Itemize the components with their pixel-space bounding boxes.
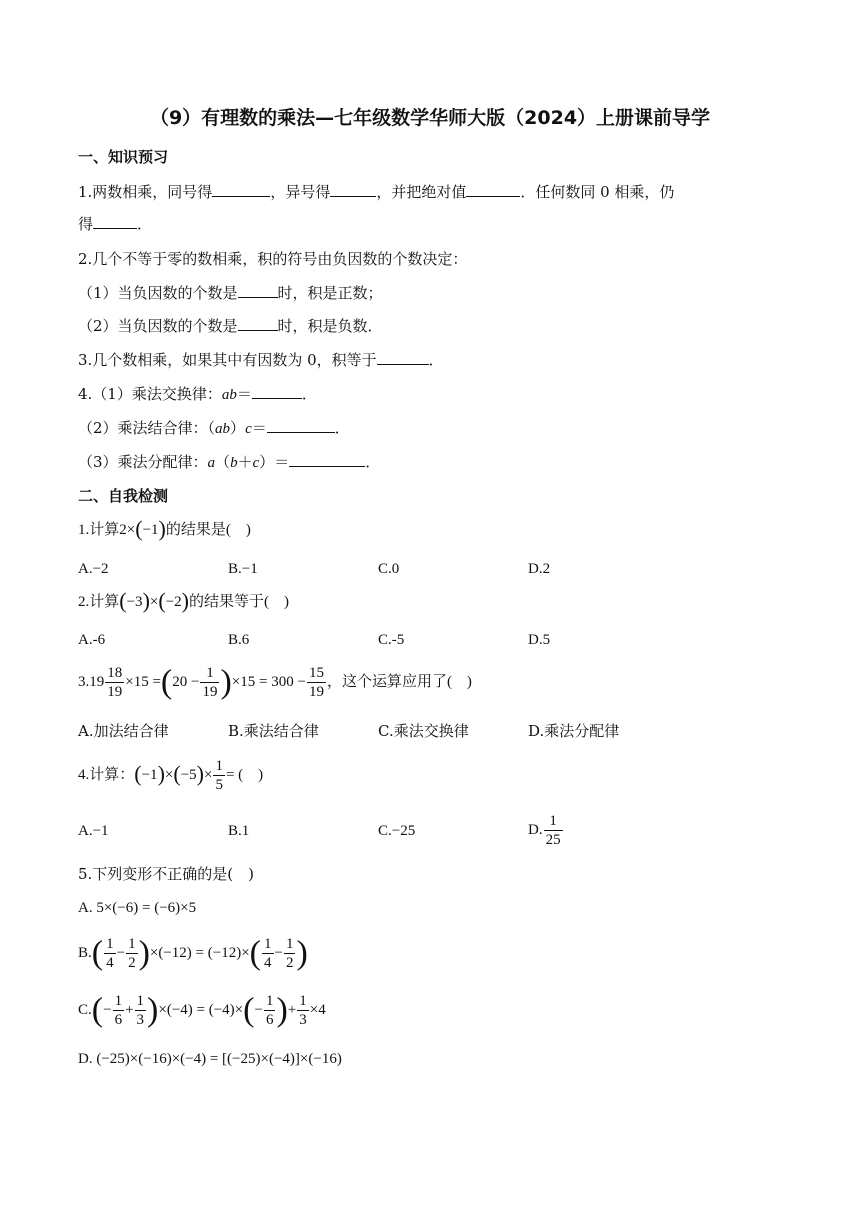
blank[interactable] bbox=[238, 315, 278, 331]
blank[interactable] bbox=[289, 451, 365, 467]
blank[interactable] bbox=[330, 181, 376, 197]
check-q4-stem: 4.计算：(−1)×(−5)× $\frac{1}{5}$ = ( ) bbox=[78, 758, 264, 794]
option-b[interactable]: B.−1 bbox=[228, 561, 258, 577]
check-q5-option-d[interactable]: D. (−25)×(−16)×(−4) = [(−25)×(−4)]×(−16) bbox=[78, 1051, 342, 1067]
option-a[interactable]: A.加法结合律 bbox=[78, 722, 169, 740]
check-q3-stem: 3.19 $\frac{18}{19}$ ×15 =(20 − $\frac{1}{19}$ )×15 = 300 − $\frac{15}{19}$ ，这个运算应用了( ) bbox=[78, 663, 472, 701]
blank[interactable] bbox=[466, 181, 520, 197]
preview-q1-line2: 得 ． bbox=[78, 215, 153, 233]
section-preview-heading: 一、知识预习 bbox=[78, 148, 169, 166]
check-q5-stem: 5.下列变形不正确的是( ) bbox=[78, 865, 255, 883]
option-d[interactable]: D.5 bbox=[528, 632, 551, 648]
option-d[interactable]: D. $\frac{1}{25}$ bbox=[528, 813, 561, 848]
option-b[interactable]: B.乘法结合律 bbox=[228, 722, 319, 740]
option-a[interactable]: A.−1 bbox=[78, 823, 109, 839]
page-title: （9）有理数的乘法—七年级数学华师大版（2024）上册课前导学 bbox=[149, 107, 711, 129]
option-c[interactable]: C.−25 bbox=[378, 823, 416, 839]
preview-q2-1: （1）当负因数的个数是 时，积是正数； bbox=[78, 284, 383, 302]
option-c[interactable]: C.0 bbox=[378, 561, 400, 577]
option-a[interactable]: A.−2 bbox=[78, 561, 109, 577]
blank[interactable] bbox=[212, 181, 270, 197]
check-q5-option-a[interactable]: A. 5×(−6) = (−6)×5 bbox=[78, 900, 197, 916]
check-q2-stem: 2.计算(−3)×(−2)的结果等于( ) bbox=[78, 588, 289, 613]
option-b[interactable]: B.6 bbox=[228, 632, 250, 648]
blank[interactable] bbox=[238, 282, 278, 298]
option-c[interactable]: C.-5 bbox=[378, 632, 405, 648]
option-c[interactable]: C.乘法交换律 bbox=[378, 722, 469, 740]
blank[interactable] bbox=[93, 213, 137, 229]
blank[interactable] bbox=[252, 383, 302, 399]
check-q5-option-c[interactable]: C.(− $\frac{1}{6}$ + $\frac{1}{3}$ )×(−4) = (−4)×(− $\frac{1}{6}$ )+ $\frac{1}{3}$ ×4 bbox=[78, 991, 326, 1029]
blank[interactable] bbox=[267, 417, 335, 433]
preview-q2: 2.几个不等于零的数相乘，积的符号由负因数的个数决定： bbox=[78, 250, 468, 268]
blank[interactable] bbox=[377, 349, 429, 365]
preview-q4-2: （2）乘法结合律：（ab）c＝ ． bbox=[78, 419, 350, 437]
option-d[interactable]: D.乘法分配律 bbox=[528, 722, 620, 740]
check-q1-stem: 1.计算2×(−1)的结果是( ) bbox=[78, 516, 251, 541]
option-d[interactable]: D.2 bbox=[528, 561, 551, 577]
option-a[interactable]: A.-6 bbox=[78, 632, 106, 648]
section-check-heading: 二、自我检测 bbox=[78, 487, 169, 505]
option-b[interactable]: B.1 bbox=[228, 823, 250, 839]
preview-q4-1: 4.（1）乘法交换律：ab＝ ． bbox=[78, 385, 317, 403]
preview-q3: 3.几个数相乘，如果其中有因数为 0，积等于 ． bbox=[78, 351, 444, 369]
preview-q2-2: （2）当负因数的个数是 时，积是负数． bbox=[78, 317, 383, 335]
check-q5-option-b[interactable]: B.( $\frac{1}{4}$ − $\frac{1}{2}$ )×(−12) = (−12)×( $\frac{1}{4}$ − $\frac{1}{2}$ ) bbox=[78, 934, 308, 972]
preview-q1-line1: 1.两数相乘，同号得 ，异号得 ，并把绝对值 ．任何数同 0 相乘，仍 bbox=[78, 183, 675, 201]
preview-q4-3: （3）乘法分配律：a（b＋c）＝ ． bbox=[78, 453, 381, 471]
